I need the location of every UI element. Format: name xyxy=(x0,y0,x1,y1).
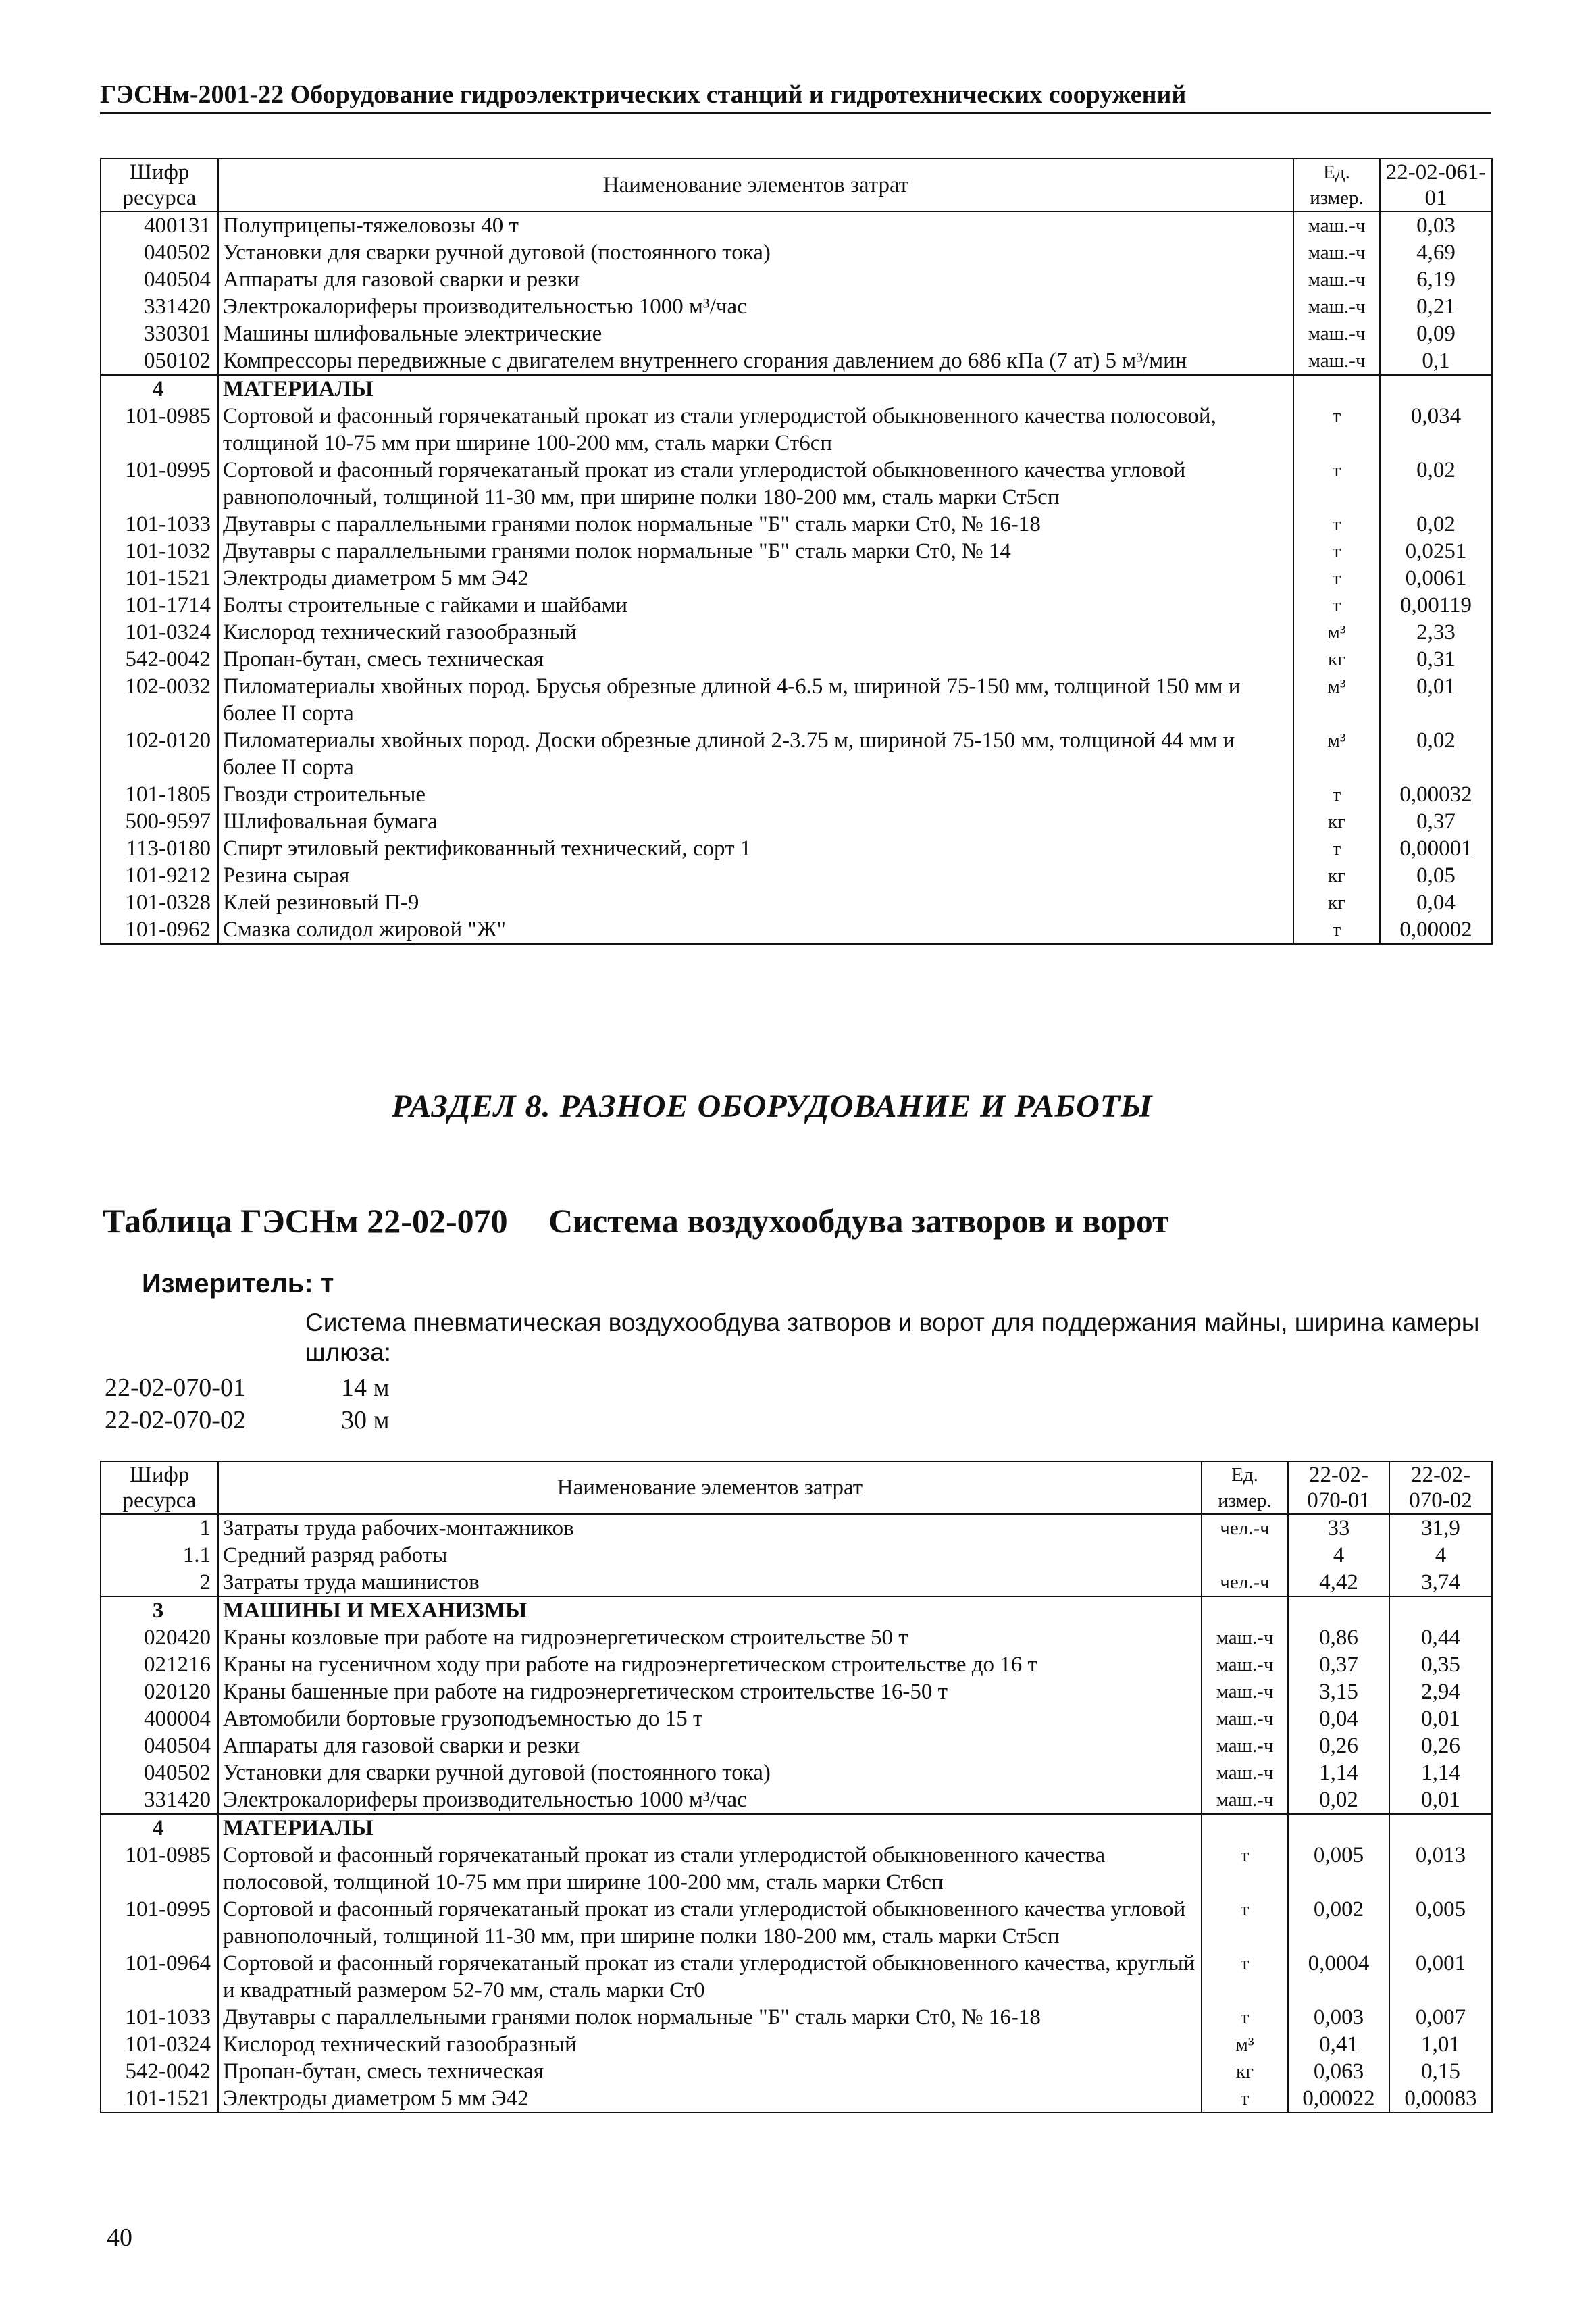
unit-of-measure: кг xyxy=(1202,2058,1288,2085)
cost-item-name: Установки для сварки ручной дуговой (постоянного тока) xyxy=(218,239,1293,266)
table-row xyxy=(101,511,1492,538)
table-header-row xyxy=(101,159,1492,211)
unit-of-measure: маш.-ч xyxy=(1202,1678,1288,1705)
table-row xyxy=(101,1705,1492,1732)
norm-value-1: 0,04 xyxy=(1288,1705,1389,1732)
variant-value: 30 м xyxy=(341,1406,390,1434)
col-header-code: Шифр ресурса xyxy=(101,1461,218,1514)
unit-of-measure: т xyxy=(1293,511,1380,538)
unit-of-measure: кг xyxy=(1293,808,1380,835)
norm-value-2: 0,005 xyxy=(1389,1896,1492,1950)
table-row xyxy=(101,239,1492,266)
unit-of-measure xyxy=(1202,1814,1288,1842)
resource-code: 101-1032 xyxy=(101,538,218,565)
cost-item-name: Спирт этиловый ректификованный технический, сорт 1 xyxy=(218,835,1293,862)
norm-value-1: 4,42 xyxy=(1288,1569,1389,1596)
col-header-name: Наименование элементов затрат xyxy=(218,159,1293,211)
resource-code: 101-1033 xyxy=(101,511,218,538)
unit-of-measure: т xyxy=(1293,565,1380,592)
norm-value-1: 4 xyxy=(1288,1542,1389,1569)
resource-code: 040504 xyxy=(101,266,218,293)
resource-code: 040502 xyxy=(101,1759,218,1786)
resource-code: 102-0120 xyxy=(101,727,218,781)
norm-value-2: 3,74 xyxy=(1389,1569,1492,1596)
running-header: ГЭСНм-2001-22 Оборудование гидроэлектрических станций и гидротехнических сооружений xyxy=(100,80,1491,114)
resource-code: 113-0180 xyxy=(101,835,218,862)
norm-value-1: 0,0251 xyxy=(1380,538,1492,565)
table-row xyxy=(101,538,1492,565)
norm-value-1: 0,26 xyxy=(1288,1732,1389,1759)
table-row xyxy=(101,266,1492,293)
variant-row xyxy=(105,1373,390,1403)
unit-of-measure: т xyxy=(1293,592,1380,619)
table-title xyxy=(103,1201,1169,1240)
norm-value-1: 0,04 xyxy=(1380,889,1492,916)
variant-code: 22-02-070-02 xyxy=(105,1406,246,1434)
meter-label: Измеритель: т xyxy=(142,1269,334,1299)
cost-item-name: Шлифовальная бумага xyxy=(218,808,1293,835)
table-row xyxy=(101,320,1492,347)
cost-table-070 xyxy=(100,1461,1493,2113)
cost-item-name: Пропан-бутан, смесь техническая xyxy=(218,646,1293,673)
table-title-label: Таблица ГЭСНм 22-02-070 xyxy=(103,1202,508,1240)
resource-code: 102-0032 xyxy=(101,673,218,727)
cost-item-name: Электроды диаметром 5 мм Э42 xyxy=(218,565,1293,592)
resource-code: 101-0995 xyxy=(101,1896,218,1950)
norm-value-2: 0,013 xyxy=(1389,1842,1492,1896)
norm-value-2: 0,001 xyxy=(1389,1950,1492,2004)
resource-code: 021216 xyxy=(101,1651,218,1678)
cost-item-name: Двутавры с параллельными гранями полок нормальные "Б" сталь марки Ст0, № 16-18 xyxy=(218,511,1293,538)
norm-value-2: 0,44 xyxy=(1389,1624,1492,1651)
table-row xyxy=(101,1896,1492,1950)
norm-value-2: 4 xyxy=(1389,1542,1492,1569)
resource-code: 020120 xyxy=(101,1678,218,1705)
variant-code: 22-02-070-01 xyxy=(105,1374,246,1402)
table-row xyxy=(101,808,1492,835)
resource-code: 331420 xyxy=(101,293,218,320)
table-row xyxy=(101,1759,1492,1786)
cost-item-name: Краны на гусеничном ходу при работе на гидроэнергетическом строительстве до 16 т xyxy=(218,1651,1202,1678)
cost-item-name: Затраты труда машинистов xyxy=(218,1569,1202,1596)
norm-value-2: 1,14 xyxy=(1389,1759,1492,1786)
cost-table-061 xyxy=(100,158,1493,945)
cost-item-name: Сортовой и фасонный горячекатаный прокат из стали углеродистой обыкновенного качества угловой равнополочный, толщиной 11-30 мм, при ширине полки 180-200 мм, сталь марки Ст5сп xyxy=(218,1896,1202,1950)
table-row xyxy=(101,781,1492,808)
norm-value-2: 2,94 xyxy=(1389,1678,1492,1705)
cost-item-name: Электроды диаметром 5 мм Э42 xyxy=(218,2085,1202,2113)
cost-item-name: Резина сырая xyxy=(218,862,1293,889)
table-row xyxy=(101,727,1492,781)
norm-value-2: 1,01 xyxy=(1389,2031,1492,2058)
table-row xyxy=(101,2085,1492,2113)
cost-item-name: Краны башенные при работе на гидроэнергетическом строительстве 16-50 т xyxy=(218,1678,1202,1705)
section-row xyxy=(101,1596,1492,1624)
resource-code: 101-0995 xyxy=(101,457,218,511)
resource-code: 400131 xyxy=(101,211,218,239)
unit-of-measure: маш.-ч xyxy=(1202,1786,1288,1814)
cost-item-name: Смазка солидол жировой "Ж" xyxy=(218,916,1293,944)
cost-item-name: Пиломатериалы хвойных пород. Доски обрезные длиной 2-3.75 м, шириной 75-150 мм, толщиной 44 мм и более II сорта xyxy=(218,727,1293,781)
unit-of-measure: т xyxy=(1293,916,1380,944)
table-row xyxy=(101,619,1492,646)
norm-value-1: 0,003 xyxy=(1288,2004,1389,2031)
unit-of-measure xyxy=(1202,1542,1288,1569)
cost-item-name: Пропан-бутан, смесь техническая xyxy=(218,2058,1202,2085)
resource-code: 101-1714 xyxy=(101,592,218,619)
col-header-value-2: 22-02-070-02 xyxy=(1389,1461,1492,1514)
norm-value-1: 0,0061 xyxy=(1380,565,1492,592)
table-row xyxy=(101,1569,1492,1596)
cost-item-name: Автомобили бортовые грузоподъемностью до 15 т xyxy=(218,1705,1202,1732)
section-title: РАЗДЕЛ 8. РАЗНОЕ ОБОРУДОВАНИЕ И РАБОТЫ xyxy=(392,1088,1153,1124)
section-row xyxy=(101,1814,1492,1842)
norm-value-2 xyxy=(1389,1814,1492,1842)
col-header-code: Шифр ресурса xyxy=(101,159,218,211)
unit-of-measure xyxy=(1293,375,1380,403)
norm-value-1: 0,00001 xyxy=(1380,835,1492,862)
unit-of-measure: т xyxy=(1202,1896,1288,1950)
norm-value-1: 0,00002 xyxy=(1380,916,1492,944)
unit-of-measure: маш.-ч xyxy=(1202,1705,1288,1732)
unit-of-measure: маш.-ч xyxy=(1293,266,1380,293)
resource-code: 101-0324 xyxy=(101,2031,218,2058)
norm-value-1: 0,01 xyxy=(1380,673,1492,727)
norm-value-2: 0,26 xyxy=(1389,1732,1492,1759)
cost-item-name: Гвозди строительные xyxy=(218,781,1293,808)
table-row xyxy=(101,1651,1492,1678)
norm-value-1: 2,33 xyxy=(1380,619,1492,646)
unit-of-measure: т xyxy=(1293,835,1380,862)
unit-of-measure: маш.-ч xyxy=(1202,1651,1288,1678)
resource-code: 4 xyxy=(101,375,218,403)
table-row xyxy=(101,565,1492,592)
resource-code: 101-0964 xyxy=(101,1950,218,2004)
cost-item-name: МАТЕРИАЛЫ xyxy=(218,1814,1202,1842)
table-row xyxy=(101,1732,1492,1759)
norm-value-1: 6,19 xyxy=(1380,266,1492,293)
variant-value: 14 м xyxy=(341,1374,390,1402)
table-row xyxy=(101,2058,1492,2085)
resource-code: 542-0042 xyxy=(101,646,218,673)
norm-value-1: 0,00032 xyxy=(1380,781,1492,808)
norm-value-2: 0,01 xyxy=(1389,1705,1492,1732)
col-header-unit: Ед. измер. xyxy=(1202,1461,1288,1514)
unit-of-measure: кг xyxy=(1293,862,1380,889)
norm-value-2: 0,01 xyxy=(1389,1786,1492,1814)
unit-of-measure: т xyxy=(1202,2085,1288,2113)
resource-code: 1 xyxy=(101,1514,218,1542)
norm-value-1: 0,02 xyxy=(1380,457,1492,511)
unit-of-measure: т xyxy=(1293,781,1380,808)
unit-of-measure: т xyxy=(1293,538,1380,565)
table-row xyxy=(101,403,1492,457)
resource-code: 101-1805 xyxy=(101,781,218,808)
cost-item-name: Электрокалориферы производительностью 1000 м³/час xyxy=(218,293,1293,320)
cost-item-name: Полуприцепы-тяжеловозы 40 т xyxy=(218,211,1293,239)
resource-code: 4 xyxy=(101,1814,218,1842)
table-row xyxy=(101,211,1492,239)
resource-code: 3 xyxy=(101,1596,218,1624)
table-row xyxy=(101,916,1492,944)
unit-of-measure: м³ xyxy=(1293,673,1380,727)
table-row xyxy=(101,835,1492,862)
cost-item-name: Средний разряд работы xyxy=(218,1542,1202,1569)
cost-item-name: Аппараты для газовой сварки и резки xyxy=(218,1732,1202,1759)
resource-code: 1.1 xyxy=(101,1542,218,1569)
norm-value-1: 0,41 xyxy=(1288,2031,1389,2058)
cost-item-name: Электрокалориферы производительностью 1000 м³/час xyxy=(218,1786,1202,1814)
resource-code: 400004 xyxy=(101,1705,218,1732)
norm-value-1: 0,005 xyxy=(1288,1842,1389,1896)
norm-value-1: 0,05 xyxy=(1380,862,1492,889)
resource-code: 331420 xyxy=(101,1786,218,1814)
resource-code: 020420 xyxy=(101,1624,218,1651)
table-row xyxy=(101,1842,1492,1896)
table-row xyxy=(101,2031,1492,2058)
resource-code: 500-9597 xyxy=(101,808,218,835)
cost-item-name: Двутавры с параллельными гранями полок нормальные "Б" сталь марки Ст0, № 16-18 xyxy=(218,2004,1202,2031)
norm-value-1: 0,03 xyxy=(1380,211,1492,239)
norm-value-1: 0,21 xyxy=(1380,293,1492,320)
table-row xyxy=(101,1786,1492,1814)
resource-code: 101-1033 xyxy=(101,2004,218,2031)
norm-value-2 xyxy=(1389,1596,1492,1624)
resource-code: 101-0324 xyxy=(101,619,218,646)
norm-value-1 xyxy=(1288,1596,1389,1624)
table-header-row xyxy=(101,1461,1492,1514)
unit-of-measure: маш.-ч xyxy=(1202,1732,1288,1759)
cost-item-name: Машины шлифовальные электрические xyxy=(218,320,1293,347)
resource-code: 040504 xyxy=(101,1732,218,1759)
norm-value-2: 0,007 xyxy=(1389,2004,1492,2031)
unit-of-measure: м³ xyxy=(1293,619,1380,646)
norm-value-1: 0,00022 xyxy=(1288,2085,1389,2113)
norm-value-1: 0,37 xyxy=(1380,808,1492,835)
cost-item-name: МАШИНЫ И МЕХАНИЗМЫ xyxy=(218,1596,1202,1624)
norm-value-1: 0,09 xyxy=(1380,320,1492,347)
unit-of-measure: маш.-ч xyxy=(1293,211,1380,239)
unit-of-measure: кг xyxy=(1293,646,1380,673)
resource-code: 330301 xyxy=(101,320,218,347)
norm-value-1: 4,69 xyxy=(1380,239,1492,266)
unit-of-measure: т xyxy=(1202,2004,1288,2031)
resource-code: 050102 xyxy=(101,347,218,375)
table-row xyxy=(101,889,1492,916)
norm-value-2: 31,9 xyxy=(1389,1514,1492,1542)
norm-value-2: 0,35 xyxy=(1389,1651,1492,1678)
unit-of-measure: т xyxy=(1202,1950,1288,2004)
norm-value-1: 0,1 xyxy=(1380,347,1492,375)
resource-code: 101-0985 xyxy=(101,1842,218,1896)
norm-value-1: 0,0004 xyxy=(1288,1950,1389,2004)
cost-item-name: Затраты труда рабочих-монтажников xyxy=(218,1514,1202,1542)
unit-of-measure xyxy=(1202,1596,1288,1624)
cost-item-name: Сортовой и фасонный горячекатаный прокат из стали углеродистой обыкновенного качества полосовой, толщиной 10-75 мм при ширине 100-200 мм, сталь марки Ст6сп xyxy=(218,403,1293,457)
resource-code: 2 xyxy=(101,1569,218,1596)
cost-item-name: Кислород технический газообразный xyxy=(218,2031,1202,2058)
unit-of-measure: м³ xyxy=(1293,727,1380,781)
cost-item-name: Сортовой и фасонный горячекатаный прокат из стали углеродистой обыкновенного качества угловой равнополочный, толщиной 11-30 мм, при ширине полки 180-200 мм, сталь марки Ст5сп xyxy=(218,457,1293,511)
table-row xyxy=(101,457,1492,511)
norm-value-2: 0,15 xyxy=(1389,2058,1492,2085)
resource-code: 101-9212 xyxy=(101,862,218,889)
resource-code: 101-0962 xyxy=(101,916,218,944)
unit-of-measure: маш.-ч xyxy=(1293,293,1380,320)
norm-value-1: 0,063 xyxy=(1288,2058,1389,2085)
col-header-value: 22-02-061-01 xyxy=(1380,159,1492,211)
unit-of-measure: т xyxy=(1293,457,1380,511)
cost-item-name: Болты строительные с гайками и шайбами xyxy=(218,592,1293,619)
cost-item-name: Установки для сварки ручной дуговой (постоянного тока) xyxy=(218,1759,1202,1786)
unit-of-measure: чел.-ч xyxy=(1202,1569,1288,1596)
norm-value-1: 33 xyxy=(1288,1514,1389,1542)
table-row xyxy=(101,592,1492,619)
cost-item-name: Сортовой и фасонный горячекатаный прокат из стали углеродистой обыкновенного качества, круглый и квадратный размером 52-70 мм, сталь марки Ст0 xyxy=(218,1950,1202,2004)
table-row xyxy=(101,347,1492,375)
cost-item-name: Аппараты для газовой сварки и резки xyxy=(218,266,1293,293)
cost-item-name: Краны козловые при работе на гидроэнергетическом строительстве 50 т xyxy=(218,1624,1202,1651)
unit-of-measure: т xyxy=(1202,1842,1288,1896)
norm-value-1: 0,31 xyxy=(1380,646,1492,673)
resource-code: 101-1521 xyxy=(101,2085,218,2113)
norm-value-1: 3,15 xyxy=(1288,1678,1389,1705)
unit-of-measure: маш.-ч xyxy=(1293,320,1380,347)
unit-of-measure: чел.-ч xyxy=(1202,1514,1288,1542)
table-row xyxy=(101,1514,1492,1542)
col-header-name: Наименование элементов затрат xyxy=(218,1461,1202,1514)
norm-value-2: 0,00083 xyxy=(1389,2085,1492,2113)
cost-item-name: Двутавры с параллельными гранями полок нормальные "Б" сталь марки Ст0, № 14 xyxy=(218,538,1293,565)
unit-of-measure: м³ xyxy=(1202,2031,1288,2058)
norm-value-1: 0,02 xyxy=(1380,727,1492,781)
resource-code: 101-0328 xyxy=(101,889,218,916)
page-number: 40 xyxy=(107,2223,132,2252)
cost-item-name: Пиломатериалы хвойных пород. Брусья обрезные длиной 4-6.5 м, шириной 75-150 мм, толщиной 150 мм и более II сорта xyxy=(218,673,1293,727)
norm-value-1: 0,02 xyxy=(1380,511,1492,538)
table-row xyxy=(101,2004,1492,2031)
cost-item-name: МАТЕРИАЛЫ xyxy=(218,375,1293,403)
cost-item-name: Клей резиновый П-9 xyxy=(218,889,1293,916)
norm-value-1: 0,002 xyxy=(1288,1896,1389,1950)
norm-value-1: 0,86 xyxy=(1288,1624,1389,1651)
variant-row xyxy=(105,1405,390,1435)
resource-code: 542-0042 xyxy=(101,2058,218,2085)
unit-of-measure: маш.-ч xyxy=(1293,239,1380,266)
table-row xyxy=(101,646,1492,673)
resource-code: 040502 xyxy=(101,239,218,266)
norm-value-1: 0,034 xyxy=(1380,403,1492,457)
unit-of-measure: кг xyxy=(1293,889,1380,916)
cost-item-name: Кислород технический газообразный xyxy=(218,619,1293,646)
col-header-unit: Ед. измер. xyxy=(1293,159,1380,211)
table-row xyxy=(101,1624,1492,1651)
resource-code: 101-1521 xyxy=(101,565,218,592)
table-row xyxy=(101,1950,1492,2004)
table-row xyxy=(101,673,1492,727)
table-row xyxy=(101,862,1492,889)
table-title-name: Система воздухообдува затворов и ворот xyxy=(548,1202,1169,1240)
resource-code: 101-0985 xyxy=(101,403,218,457)
cost-item-name: Сортовой и фасонный горячекатаный прокат из стали углеродистой обыкновенного качества полосовой, толщиной 10-75 мм при ширине 100-200 мм, сталь марки Ст6сп xyxy=(218,1842,1202,1896)
norm-value-1: 0,02 xyxy=(1288,1786,1389,1814)
section-row xyxy=(101,375,1492,403)
col-header-value-1: 22-02-070-01 xyxy=(1288,1461,1389,1514)
table-description: Система пневматическая воздухообдува затворов и ворот для поддержания майны, ширина камеры шлюза: xyxy=(305,1309,1480,1366)
table-row xyxy=(101,293,1492,320)
unit-of-measure: т xyxy=(1293,403,1380,457)
norm-value-1 xyxy=(1380,375,1492,403)
unit-of-measure: маш.-ч xyxy=(1202,1624,1288,1651)
norm-value-1: 0,37 xyxy=(1288,1651,1389,1678)
norm-value-1: 1,14 xyxy=(1288,1759,1389,1786)
table-row xyxy=(101,1678,1492,1705)
cost-item-name: Компрессоры передвижные с двигателем внутреннего сгорания давлением до 686 кПа (7 ат) 5 м³/мин xyxy=(218,347,1293,375)
unit-of-measure: маш.-ч xyxy=(1293,347,1380,375)
table-row xyxy=(101,1542,1492,1569)
norm-value-1 xyxy=(1288,1814,1389,1842)
norm-value-1: 0,00119 xyxy=(1380,592,1492,619)
unit-of-measure: маш.-ч xyxy=(1202,1759,1288,1786)
